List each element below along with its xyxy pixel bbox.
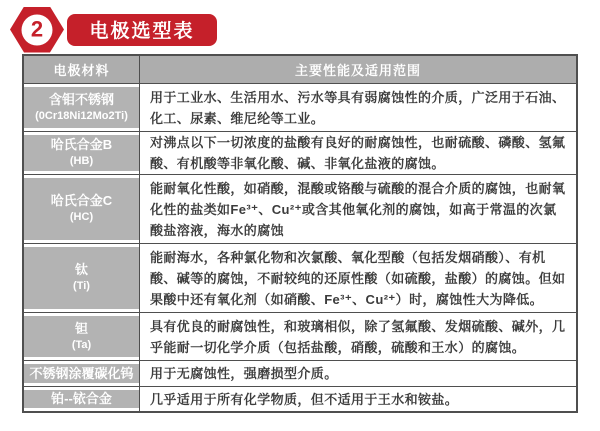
- table-row-material: [24, 175, 139, 243]
- material-name: 哈氏合金C: [50, 193, 113, 208]
- badge-number: 2: [22, 14, 53, 45]
- material-name: 哈氏合金B: [50, 137, 113, 152]
- table-row-description: [140, 387, 576, 411]
- description-text: 用于无腐蚀性，强磨损型介质。: [150, 366, 338, 381]
- material-name-block: [24, 316, 139, 357]
- section-title-banner: [67, 14, 217, 46]
- table-row-material: [24, 361, 139, 386]
- table-row-material: [24, 84, 139, 131]
- material-name-block: [24, 364, 139, 383]
- table-row-description: [140, 313, 576, 360]
- material-name: 铂--铱合金: [51, 391, 112, 406]
- material-name: 不锈钢涂覆碳化钨: [29, 365, 134, 381]
- material-grade: (Ti): [73, 280, 90, 292]
- table-row-description: [140, 132, 576, 174]
- electrode-selection-table: [22, 54, 578, 413]
- page-title: 电极选型表: [89, 21, 195, 42]
- material-name: 含钼不锈钢: [48, 91, 114, 107]
- material-grade: (HB): [69, 155, 94, 167]
- table-row-description: [140, 175, 576, 243]
- section-header: [0, 0, 600, 52]
- table-row-material: [24, 244, 139, 312]
- table-row-material: [24, 313, 139, 360]
- description-text: 具有优良的耐腐蚀性，和玻璃相似，除了氢氟酸、发烟硫酸、碱外，几乎能耐一切化学介质（包括盐酸，硝酸，硫酸和王水）的腐蚀。: [150, 318, 566, 355]
- table-row-material: [24, 387, 139, 411]
- hexagon-number-badge-icon: [10, 7, 64, 53]
- material-name-block: [24, 87, 139, 128]
- description-text: 几乎适用于所有化学物质，但不适用于王水和铵盐。: [150, 391, 459, 407]
- material-name-block: [24, 178, 139, 240]
- description-text: 用于工业水、生活用水、污水等具有弱腐蚀性的介质，广泛用于石油、化工、尿素、维尼纶等工业。: [150, 89, 566, 126]
- material-name-block: [24, 135, 139, 171]
- table-row-description: [140, 84, 576, 131]
- material-grade: (0Cr18Ni12Mo2Ti): [35, 109, 128, 122]
- material-name-block: [24, 390, 139, 408]
- table-row-material: [24, 132, 139, 174]
- material-name: 钽: [74, 320, 88, 336]
- description-text: 能耐氧化性酸，如硝酸，混酸或铬酸与硫酸的混合介质的腐蚀，也耐氧化性的盐类如Fe³⁺、Cu²⁺或含其他氧化剂的腐蚀，如高于常温的次氯酸盐溶液，海水的腐蚀: [150, 180, 566, 238]
- description-text: 对沸点以下一切浓度的盐酸有良好的耐腐蚀性，也耐硫酸、磷酸、氢氟酸、有机酸等非氧化酸、碱、非氧化盐液的腐蚀。: [150, 135, 566, 171]
- material-grade: (Ta): [71, 338, 92, 351]
- material-name: 钛: [74, 262, 88, 277]
- table-row-description: [140, 244, 576, 312]
- column-header-material: 电极材料: [24, 56, 139, 83]
- table-row-description: [140, 361, 576, 386]
- material-grade: (HC): [69, 211, 94, 223]
- material-name-block: [24, 247, 139, 309]
- column-header-performance: 主要性能及适用范围: [140, 56, 576, 83]
- description-text: 能耐海水，各种氯化物和次氯酸、氧化型酸（包括发烟硝酸）、有机酸、碱等的腐蚀，不耐较纯的还原性酸（如硫酸，盐酸）的腐蚀。但如果酸中还有氧化剂（如硝酸、Fe³⁺、Cu²⁺）时，腐蚀性大为降低。: [150, 249, 566, 307]
